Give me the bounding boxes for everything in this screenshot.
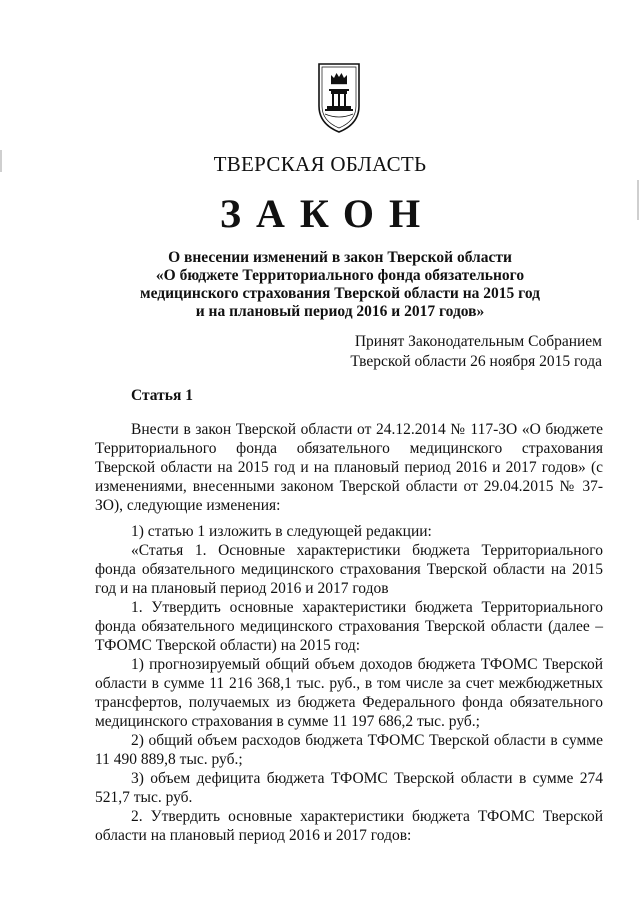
law-subject <box>120 249 560 321</box>
article-heading: Статья 1 <box>131 387 193 404</box>
paragraph: Внести в закон Тверской области от 24.12.2014 № 117-ЗО «О бюджете Территориального фонда обязательного медицинского страхования Тверской области на 2015 год и на плановый период 2016 и 2017 годов» (с изменениями, внесенными законом Тверской области от 29.04.2015 № 37-ЗО), следующие изменения: <box>95 421 603 514</box>
tver-coat-of-arms-icon <box>316 62 362 134</box>
law-subject-line: медицинского страхования Тверской области на 2015 год <box>140 285 540 302</box>
law-subject-line: О внесении изменений в закон Тверской области <box>168 249 512 266</box>
paragraph: 3) объем дефицита бюджета ТФОМС Тверской области в сумме 274 521,7 тыс. руб. <box>95 770 603 806</box>
adoption-note-line: Принят Законодательным Собранием <box>354 333 602 350</box>
paragraph: 2. Утвердить основные характеристики бюджета ТФОМС Тверской области на плановый период 2016 и 2017 годов: <box>95 808 603 844</box>
document-type-title: ЗАКОН <box>219 191 436 236</box>
adoption-note-line: Тверской области 26 ноября 2015 года <box>350 353 602 370</box>
region-title: ТВЕРСКАЯ ОБЛАСТЬ <box>213 152 427 176</box>
article-body <box>95 522 603 845</box>
paragraph: «Статья 1. Основные характеристики бюджета Территориального фонда обязательного медицинского страхования Тверской области на 2015 год и на плановый период 2016 и 2017 годов <box>95 542 603 597</box>
paragraph: 1) статью 1 изложить в следующей редакции: <box>131 523 432 540</box>
article-body-intro <box>95 420 603 515</box>
law-subject-line: и на плановый период 2016 и 2017 годов» <box>195 303 485 320</box>
paragraph: 1) прогнозируемый общий объем доходов бюджета ТФОМС Тверской области в сумме 11 216 368,1 тыс. руб., в том числе за счет межбюджетных трансфертов, получаемых из бюджета Федерального фонда обязательного медицинского страхования в сумме 11 197 686,2 тыс. руб.; <box>95 656 603 730</box>
paragraph: 1. Утвердить основные характеристики бюджета Территориального фонда обязательного медицинского страхования Тверской области (далее – ТФОМС Тверской области) на 2015 год: <box>95 599 603 654</box>
law-subject-line: «О бюджете Территориального фонда обязательного <box>155 267 525 284</box>
paragraph: 2) общий объем расходов бюджета ТФОМС Тверской области в сумме 11 490 889,8 тыс. руб.; <box>95 732 603 768</box>
adoption-note <box>350 332 602 372</box>
